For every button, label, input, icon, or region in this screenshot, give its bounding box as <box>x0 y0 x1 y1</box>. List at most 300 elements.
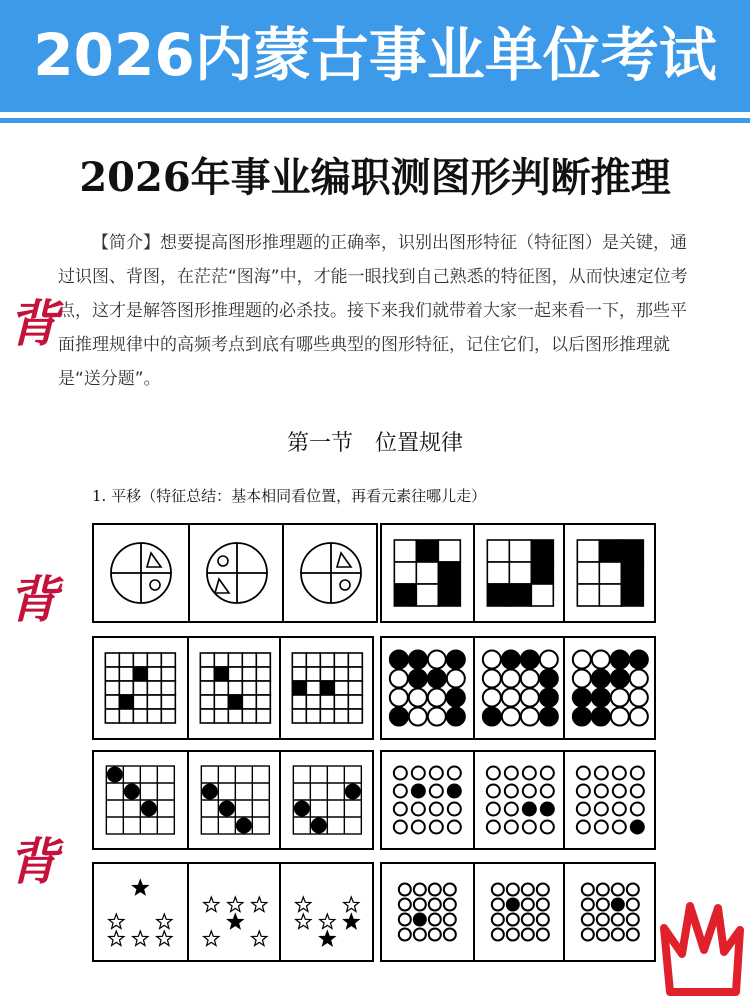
grid5-square <box>293 695 307 709</box>
black-dot <box>235 817 251 833</box>
empty-dot <box>540 785 553 798</box>
empty-dot <box>412 820 425 833</box>
grid5-square <box>214 653 228 667</box>
empty-dot <box>612 928 624 940</box>
grid5-square <box>335 695 349 709</box>
grid5-square <box>105 681 119 695</box>
subheading: 1. 平移（特征总结：基本相同看位置，再看元素往哪儿走） <box>92 487 487 505</box>
black-star <box>133 880 148 894</box>
grid3-square <box>509 540 531 562</box>
empty-dot <box>597 899 609 911</box>
empty-dot <box>430 820 443 833</box>
empty-dot <box>612 884 624 896</box>
grid3-square <box>438 540 460 562</box>
grid3-square <box>394 562 416 584</box>
empty-dot <box>595 767 608 780</box>
figure-cell <box>473 525 564 621</box>
puzzle-grid3 <box>380 523 656 623</box>
empty-dot <box>428 651 446 669</box>
filled-dot <box>573 707 591 725</box>
empty-dot <box>536 913 548 925</box>
grid5-square <box>119 667 133 681</box>
filled-dot <box>447 688 465 706</box>
black-dot <box>107 767 123 783</box>
grid3-square <box>600 584 622 606</box>
empty-dot <box>486 785 499 798</box>
grid5-square <box>105 667 119 681</box>
empty-dot <box>444 928 456 940</box>
empty-dot <box>536 928 548 940</box>
empty-dot <box>577 785 590 798</box>
grid5-square <box>335 653 349 667</box>
grid5-square <box>133 709 147 723</box>
grid5-filled <box>228 695 242 709</box>
grid5-square <box>119 681 133 695</box>
grid5-square <box>293 653 307 667</box>
white-star <box>203 931 218 945</box>
figure-cell <box>94 864 187 960</box>
grid5-square <box>214 709 228 723</box>
grid3-square <box>416 584 438 606</box>
banner-title: 2026内蒙古事业单位考试 <box>33 21 717 89</box>
empty-dot <box>399 928 411 940</box>
puzzle-stars <box>92 862 374 962</box>
empty-dot <box>613 767 626 780</box>
empty-dot <box>430 785 443 798</box>
grid5-square <box>256 667 270 681</box>
grid5-square <box>242 695 256 709</box>
black-star <box>344 914 359 928</box>
empty-dot <box>627 928 639 940</box>
empty-dot <box>573 670 591 688</box>
grid5-square <box>161 653 175 667</box>
empty-dot <box>521 913 533 925</box>
grid3-filled <box>531 540 553 562</box>
grid5-square <box>256 681 270 695</box>
white-star <box>251 897 266 911</box>
grid5-square <box>321 653 335 667</box>
empty-dot <box>447 670 465 688</box>
grid5-square <box>242 653 256 667</box>
filled-dot <box>409 670 427 688</box>
empty-dot <box>595 802 608 815</box>
grid5-square <box>161 695 175 709</box>
filled-dot <box>412 785 425 798</box>
grid5-square <box>119 653 133 667</box>
white-star <box>251 931 266 945</box>
grid5-square <box>256 653 270 667</box>
grid3-square <box>531 584 553 606</box>
empty-dot <box>631 785 644 798</box>
empty-dot <box>577 820 590 833</box>
empty-dot <box>482 651 500 669</box>
grid3-filled <box>600 540 622 562</box>
grid5-square <box>105 653 119 667</box>
grid5-square <box>214 695 228 709</box>
figure-cell <box>187 638 280 738</box>
grid5-square <box>256 695 270 709</box>
white-star <box>109 931 124 945</box>
grid3-square <box>487 562 509 584</box>
empty-dot <box>597 913 609 925</box>
white-star <box>227 897 242 911</box>
empty-dot <box>448 820 461 833</box>
grid5-square <box>105 695 119 709</box>
grid5-square <box>335 681 349 695</box>
empty-dot <box>394 820 407 833</box>
grid5-square <box>349 695 363 709</box>
empty-dot <box>536 884 548 896</box>
grid5-filled <box>119 695 133 709</box>
grid5-square <box>147 667 161 681</box>
empty-dot <box>504 820 517 833</box>
empty-dot <box>429 899 441 911</box>
filled-dot <box>539 707 557 725</box>
black-dot <box>311 817 327 833</box>
empty-dot <box>595 785 608 798</box>
grid3-filled <box>622 584 644 606</box>
empty-dot <box>612 913 624 925</box>
empty-dot <box>522 820 535 833</box>
filled-dot <box>428 670 446 688</box>
filled-dot <box>409 651 427 669</box>
empty-dot <box>501 670 519 688</box>
grid5-square <box>147 695 161 709</box>
empty-dot <box>491 913 503 925</box>
filled-dot <box>501 651 519 669</box>
grid5-square <box>200 695 214 709</box>
empty-dot <box>592 651 610 669</box>
empty-dot <box>414 884 426 896</box>
empty-dot <box>522 785 535 798</box>
grid3-square <box>416 562 438 584</box>
grid5-filled <box>321 681 335 695</box>
empty-dot <box>521 928 533 940</box>
grid3-square <box>487 540 509 562</box>
filled-dot <box>482 707 500 725</box>
figure-cell <box>187 752 280 848</box>
grid5-square <box>349 681 363 695</box>
empty-dot <box>595 820 608 833</box>
grid5-square <box>228 667 242 681</box>
figure-cell <box>473 752 564 848</box>
bei-mark-2: 背 <box>8 570 58 629</box>
filled-dot <box>540 802 553 815</box>
grid3-square <box>600 562 622 584</box>
grid3-filled <box>416 540 438 562</box>
small-circle <box>150 580 160 590</box>
grid5-square <box>321 695 335 709</box>
empty-dot <box>399 899 411 911</box>
empty-dot <box>631 802 644 815</box>
empty-dot <box>414 899 426 911</box>
figure-cell <box>563 638 654 738</box>
grid5-square <box>133 653 147 667</box>
bei-mark-1: 背 <box>8 294 58 353</box>
filled-dot <box>447 651 465 669</box>
grid5-square <box>228 681 242 695</box>
black-star <box>227 914 242 928</box>
figure-cell <box>188 525 282 621</box>
grid5-square <box>307 695 321 709</box>
figure-cell <box>282 525 376 621</box>
filled-dot <box>539 670 557 688</box>
empty-dot <box>521 899 533 911</box>
empty-dot <box>482 670 500 688</box>
empty-dot <box>430 802 443 815</box>
intro-paragraph <box>58 226 694 396</box>
intro-label: 【简介】 <box>92 233 160 253</box>
empty-dot <box>536 899 548 911</box>
empty-dot <box>573 651 591 669</box>
grid5-square <box>133 681 147 695</box>
puzzle-circles5 <box>380 862 656 962</box>
empty-dot <box>444 899 456 911</box>
grid5-square <box>307 667 321 681</box>
filled-dot <box>447 707 465 725</box>
empty-dot <box>506 913 518 925</box>
empty-dot <box>394 785 407 798</box>
grid5-square <box>321 667 335 681</box>
header-banner <box>0 0 750 112</box>
puzzle-circles4b <box>380 750 656 850</box>
empty-dot <box>409 707 427 725</box>
empty-dot <box>412 802 425 815</box>
figure-cell <box>473 638 564 738</box>
filled-dot <box>630 651 648 669</box>
empty-dot <box>414 928 426 940</box>
empty-dot <box>627 913 639 925</box>
grid5-square <box>307 653 321 667</box>
white-star <box>157 931 172 945</box>
empty-dot <box>428 707 446 725</box>
empty-dot <box>504 767 517 780</box>
white-star <box>133 931 148 945</box>
empty-dot <box>631 767 644 780</box>
grid5-square <box>256 709 270 723</box>
empty-dot <box>491 928 503 940</box>
figure-cell <box>94 752 187 848</box>
empty-dot <box>577 767 590 780</box>
empty-dot <box>430 767 443 780</box>
empty-dot <box>506 884 518 896</box>
grid5-square <box>349 653 363 667</box>
bei-mark-3: 背 <box>8 832 58 891</box>
black-dot <box>345 784 361 800</box>
puzzle-dots4 <box>92 750 374 850</box>
empty-dot <box>577 802 590 815</box>
grid5-square <box>335 709 349 723</box>
empty-dot <box>390 670 408 688</box>
grid3-square <box>578 540 600 562</box>
figure-cell <box>279 864 372 960</box>
figure-cell <box>94 638 187 738</box>
empty-dot <box>613 802 626 815</box>
filled-dot <box>522 802 535 815</box>
grid5-square <box>228 653 242 667</box>
figure-cell <box>563 752 654 848</box>
figure-cell <box>279 638 372 738</box>
empty-dot <box>522 767 535 780</box>
figure-cell <box>94 525 188 621</box>
filled-dot <box>611 670 629 688</box>
grid5-square <box>147 681 161 695</box>
white-star <box>157 914 172 928</box>
filled-dot <box>520 651 538 669</box>
empty-dot <box>491 899 503 911</box>
empty-dot <box>613 820 626 833</box>
empty-dot <box>444 913 456 925</box>
grid3-filled <box>438 562 460 584</box>
empty-dot <box>582 928 594 940</box>
empty-dot <box>399 913 411 925</box>
figure-cell <box>382 864 473 960</box>
empty-dot <box>448 767 461 780</box>
white-star <box>320 914 335 928</box>
grid3-filled <box>487 584 509 606</box>
black-dot <box>124 784 140 800</box>
empty-dot <box>611 688 629 706</box>
grid5-square <box>242 667 256 681</box>
grid5-square <box>119 709 133 723</box>
empty-dot <box>390 688 408 706</box>
intro-text: 想要提高图形推理题的正确率，识别出图形特征（特征图）是关键，通过识图、背图，在茫茫“图海”中，才能一眼找到自己熟悉的特征图，从而快速定位考点，这才是解答图形推理题的必杀技。接下来我们就带着大家一起来看一下，那些平面推理规律中的高频考点到底有哪些典型的图形特征，记住它们，以后图形推理就是“送分题”。 <box>58 233 688 389</box>
filled-dot <box>573 688 591 706</box>
grid5-square <box>200 653 214 667</box>
grid3-filled <box>622 562 644 584</box>
filled-dot <box>592 707 610 725</box>
figure-cell <box>382 638 473 738</box>
empty-dot <box>520 670 538 688</box>
empty-dot <box>394 802 407 815</box>
empty-dot <box>582 884 594 896</box>
empty-dot <box>521 884 533 896</box>
white-star <box>296 897 311 911</box>
black-star <box>320 931 335 945</box>
empty-dot <box>627 884 639 896</box>
empty-dot <box>429 884 441 896</box>
grid5-square <box>349 709 363 723</box>
grid3-square <box>578 562 600 584</box>
puzzle-grid5 <box>92 636 374 740</box>
grid5-square <box>335 667 349 681</box>
empty-dot <box>444 884 456 896</box>
empty-dot <box>448 802 461 815</box>
black-dot <box>201 784 217 800</box>
empty-dot <box>613 785 626 798</box>
black-dot <box>218 800 234 816</box>
grid5-square <box>200 681 214 695</box>
grid5-filled <box>293 681 307 695</box>
empty-dot <box>520 707 538 725</box>
grid5-square <box>147 653 161 667</box>
empty-dot <box>582 899 594 911</box>
empty-dot <box>482 688 500 706</box>
grid5-square <box>161 667 175 681</box>
grid5-square <box>321 709 335 723</box>
empty-dot <box>486 820 499 833</box>
white-star <box>109 914 124 928</box>
empty-dot <box>394 767 407 780</box>
empty-dot <box>399 884 411 896</box>
empty-dot <box>520 688 538 706</box>
grid3-square <box>578 584 600 606</box>
crown-icon <box>660 900 744 996</box>
grid3-square <box>509 562 531 584</box>
grid5-square <box>242 681 256 695</box>
grid5-square <box>161 681 175 695</box>
black-dot <box>141 800 157 816</box>
empty-dot <box>627 899 639 911</box>
grid5-square <box>242 709 256 723</box>
white-star <box>296 914 311 928</box>
empty-dot <box>540 767 553 780</box>
puzzle-circles4 <box>380 636 656 740</box>
filled-dot <box>611 651 629 669</box>
empty-dot <box>429 913 441 925</box>
filled-dot <box>612 899 624 911</box>
grid5-square <box>214 681 228 695</box>
figure-cell <box>563 864 654 960</box>
grid5-square <box>349 667 363 681</box>
empty-dot <box>630 688 648 706</box>
grid5-filled <box>214 667 228 681</box>
empty-dot <box>429 928 441 940</box>
small-circle <box>218 556 228 566</box>
grid5-filled <box>133 667 147 681</box>
white-star <box>203 897 218 911</box>
empty-dot <box>428 688 446 706</box>
grid5-square <box>200 709 214 723</box>
empty-dot <box>409 688 427 706</box>
empty-dot <box>506 928 518 940</box>
document-title: 2026年事业编职测图形判断推理 <box>79 154 671 201</box>
figure-cell <box>382 752 473 848</box>
figure-cell <box>187 864 280 960</box>
figure-cell <box>382 525 473 621</box>
empty-dot <box>597 928 609 940</box>
section-title: 第一节 位置规律 <box>286 431 463 456</box>
grid5-square <box>307 681 321 695</box>
empty-dot <box>486 802 499 815</box>
empty-dot <box>539 651 557 669</box>
grid5-square <box>228 709 242 723</box>
black-dot <box>294 800 310 816</box>
empty-dot <box>582 913 594 925</box>
empty-dot <box>491 884 503 896</box>
empty-dot <box>501 688 519 706</box>
filled-dot <box>631 820 644 833</box>
empty-dot <box>540 820 553 833</box>
empty-dot <box>630 707 648 725</box>
figure-cell <box>563 525 654 621</box>
filled-dot <box>448 785 461 798</box>
empty-dot <box>597 884 609 896</box>
filled-dot <box>390 707 408 725</box>
white-star <box>344 897 359 911</box>
small-circle <box>340 580 350 590</box>
grid5-square <box>161 709 175 723</box>
grid3-filled <box>531 562 553 584</box>
filled-dot <box>592 670 610 688</box>
figure-cell <box>473 864 564 960</box>
grid3-filled <box>394 584 416 606</box>
grid5-square <box>147 709 161 723</box>
grid3-filled <box>622 540 644 562</box>
empty-dot <box>412 767 425 780</box>
grid5-square <box>105 709 119 723</box>
empty-dot <box>504 802 517 815</box>
